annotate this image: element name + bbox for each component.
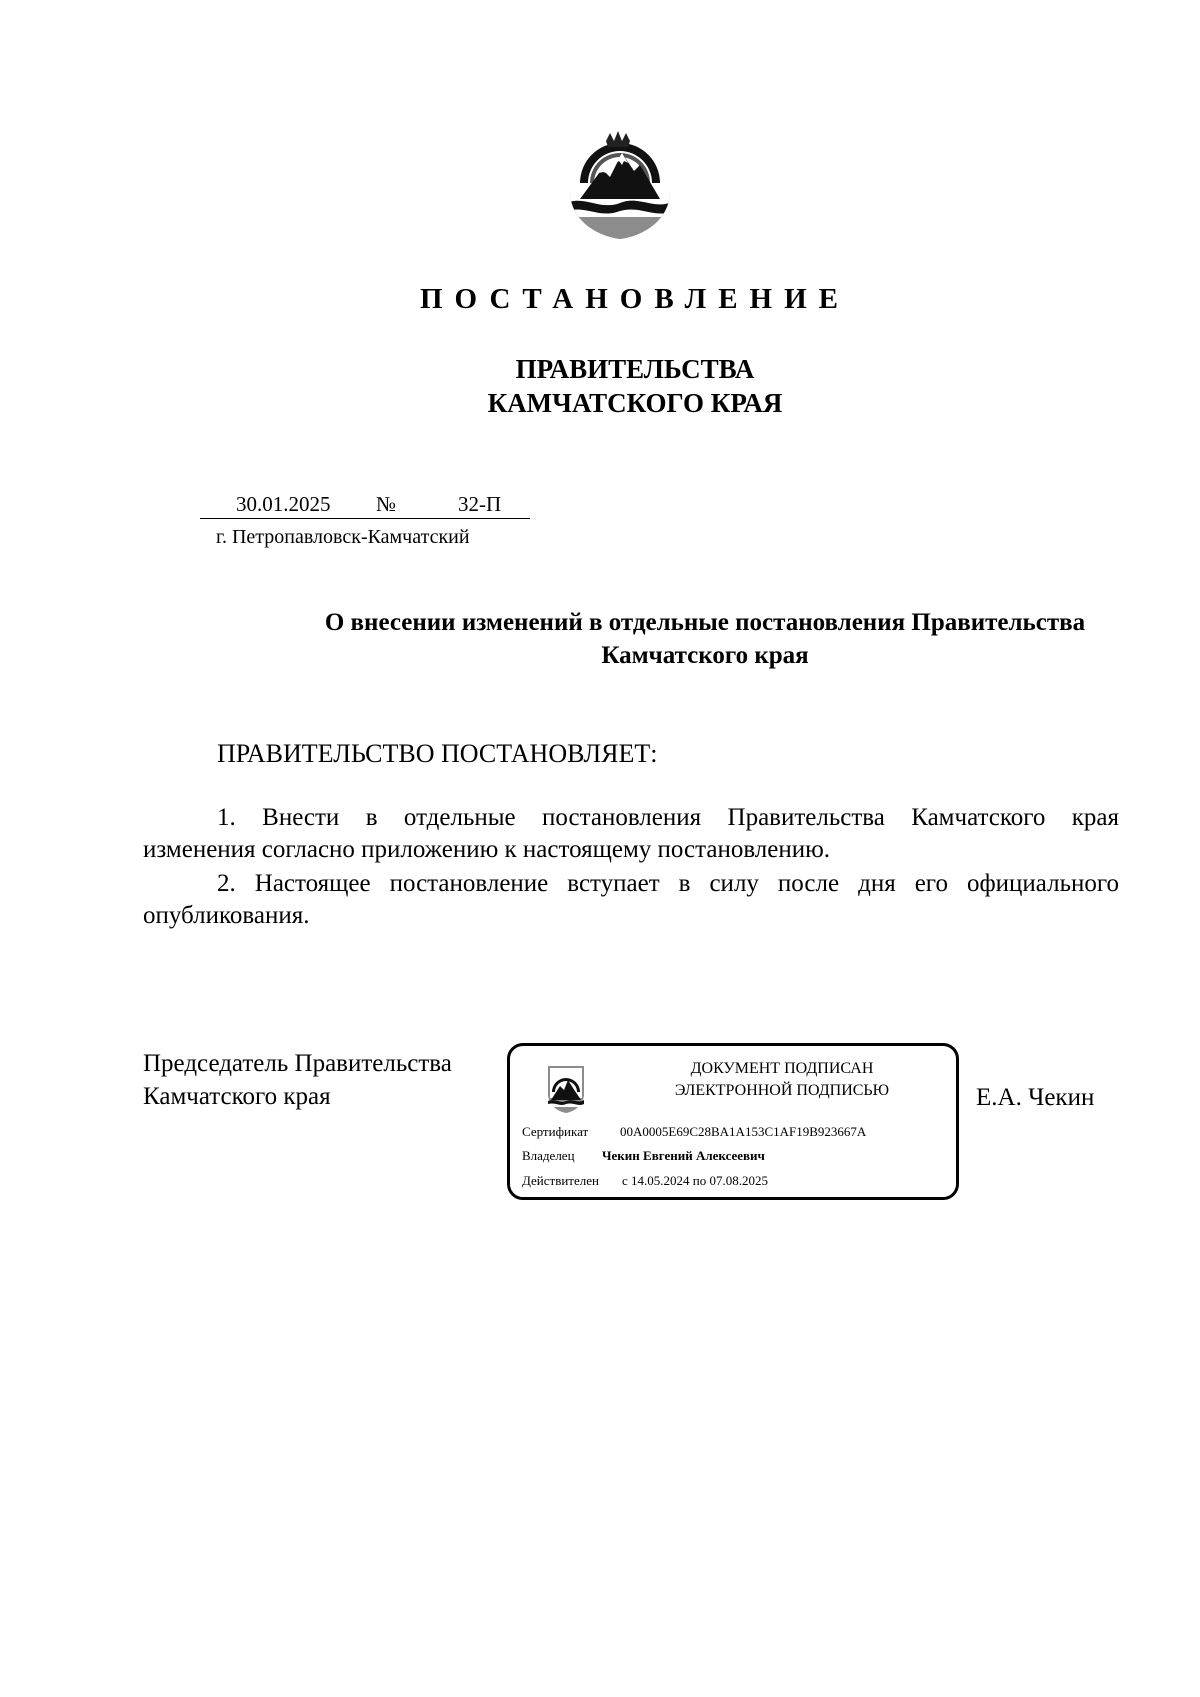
paragraph-1-line-1: 1. Внести в отдельные постановления Правительства Камчатского края xyxy=(217,804,1119,831)
validity-value: с 14.05.2024 по 07.08.2025 xyxy=(622,1173,768,1188)
issuer-line-2: КАМЧАТСКОГО КРАЯ xyxy=(487,388,783,418)
paragraph-2-line-2: опубликования. xyxy=(143,902,310,929)
certificate-label: Сертификат xyxy=(522,1124,589,1139)
validity-label: Действителен xyxy=(522,1173,599,1188)
number-sign: № xyxy=(376,492,397,516)
stamp-coat-of-arms-icon xyxy=(546,1064,586,1114)
issuer-line-1: ПРАВИТЕЛЬСТВА xyxy=(515,354,755,384)
stamp-owner-row xyxy=(522,1147,765,1165)
stamp-title-line-2: ЭЛЕКТРОННОЙ ПОДПИСЬЮ xyxy=(674,1082,890,1099)
stamp-certificate-row xyxy=(522,1123,866,1141)
signer-position-line-1: Председатель Правительства xyxy=(143,1050,452,1077)
decree-statement: ПРАВИТЕЛЬСТВО ПОСТАНОВЛЯЕТ: xyxy=(217,739,658,768)
signer-position-line-2: Камчатского края xyxy=(143,1083,331,1110)
kamchatka-coat-of-arms-icon xyxy=(566,113,674,243)
electronic-signature-stamp xyxy=(507,1043,959,1200)
document-heading-line-1: О внесении изменений в отдельные постановления Правительства xyxy=(324,609,1086,636)
paragraph-2-line-1: 2. Настоящее постановление вступает в силу после дня его официального xyxy=(217,870,1119,897)
stamp-title-line-1: ДОКУМЕНТ ПОДПИСАН xyxy=(690,1060,874,1077)
signer-name: Е.А. Чекин xyxy=(976,1084,1095,1111)
issue-city: г. Петропавловск-Камчатский xyxy=(216,526,470,548)
owner-value: Чекин Евгений Алексеевич xyxy=(602,1148,765,1163)
certificate-value: 00A0005E69C28BA1A153C1AF19B923667A xyxy=(620,1124,867,1139)
paragraph-1-line-2: изменения согласно приложению к настоящему постановлению. xyxy=(143,836,831,863)
date-number-line xyxy=(200,490,530,519)
owner-label: Владелец xyxy=(522,1148,575,1163)
document-date: 30.01.2025 xyxy=(236,492,331,516)
stamp-validity-row xyxy=(522,1172,768,1190)
document-number: 32-П xyxy=(458,492,502,516)
paragraph-1 xyxy=(143,802,1119,866)
document-type-title: ПОСТАНОВЛЕНИЕ xyxy=(419,283,850,315)
paragraph-2 xyxy=(143,868,1119,932)
document-heading-line-2: Камчатского края xyxy=(601,642,809,669)
